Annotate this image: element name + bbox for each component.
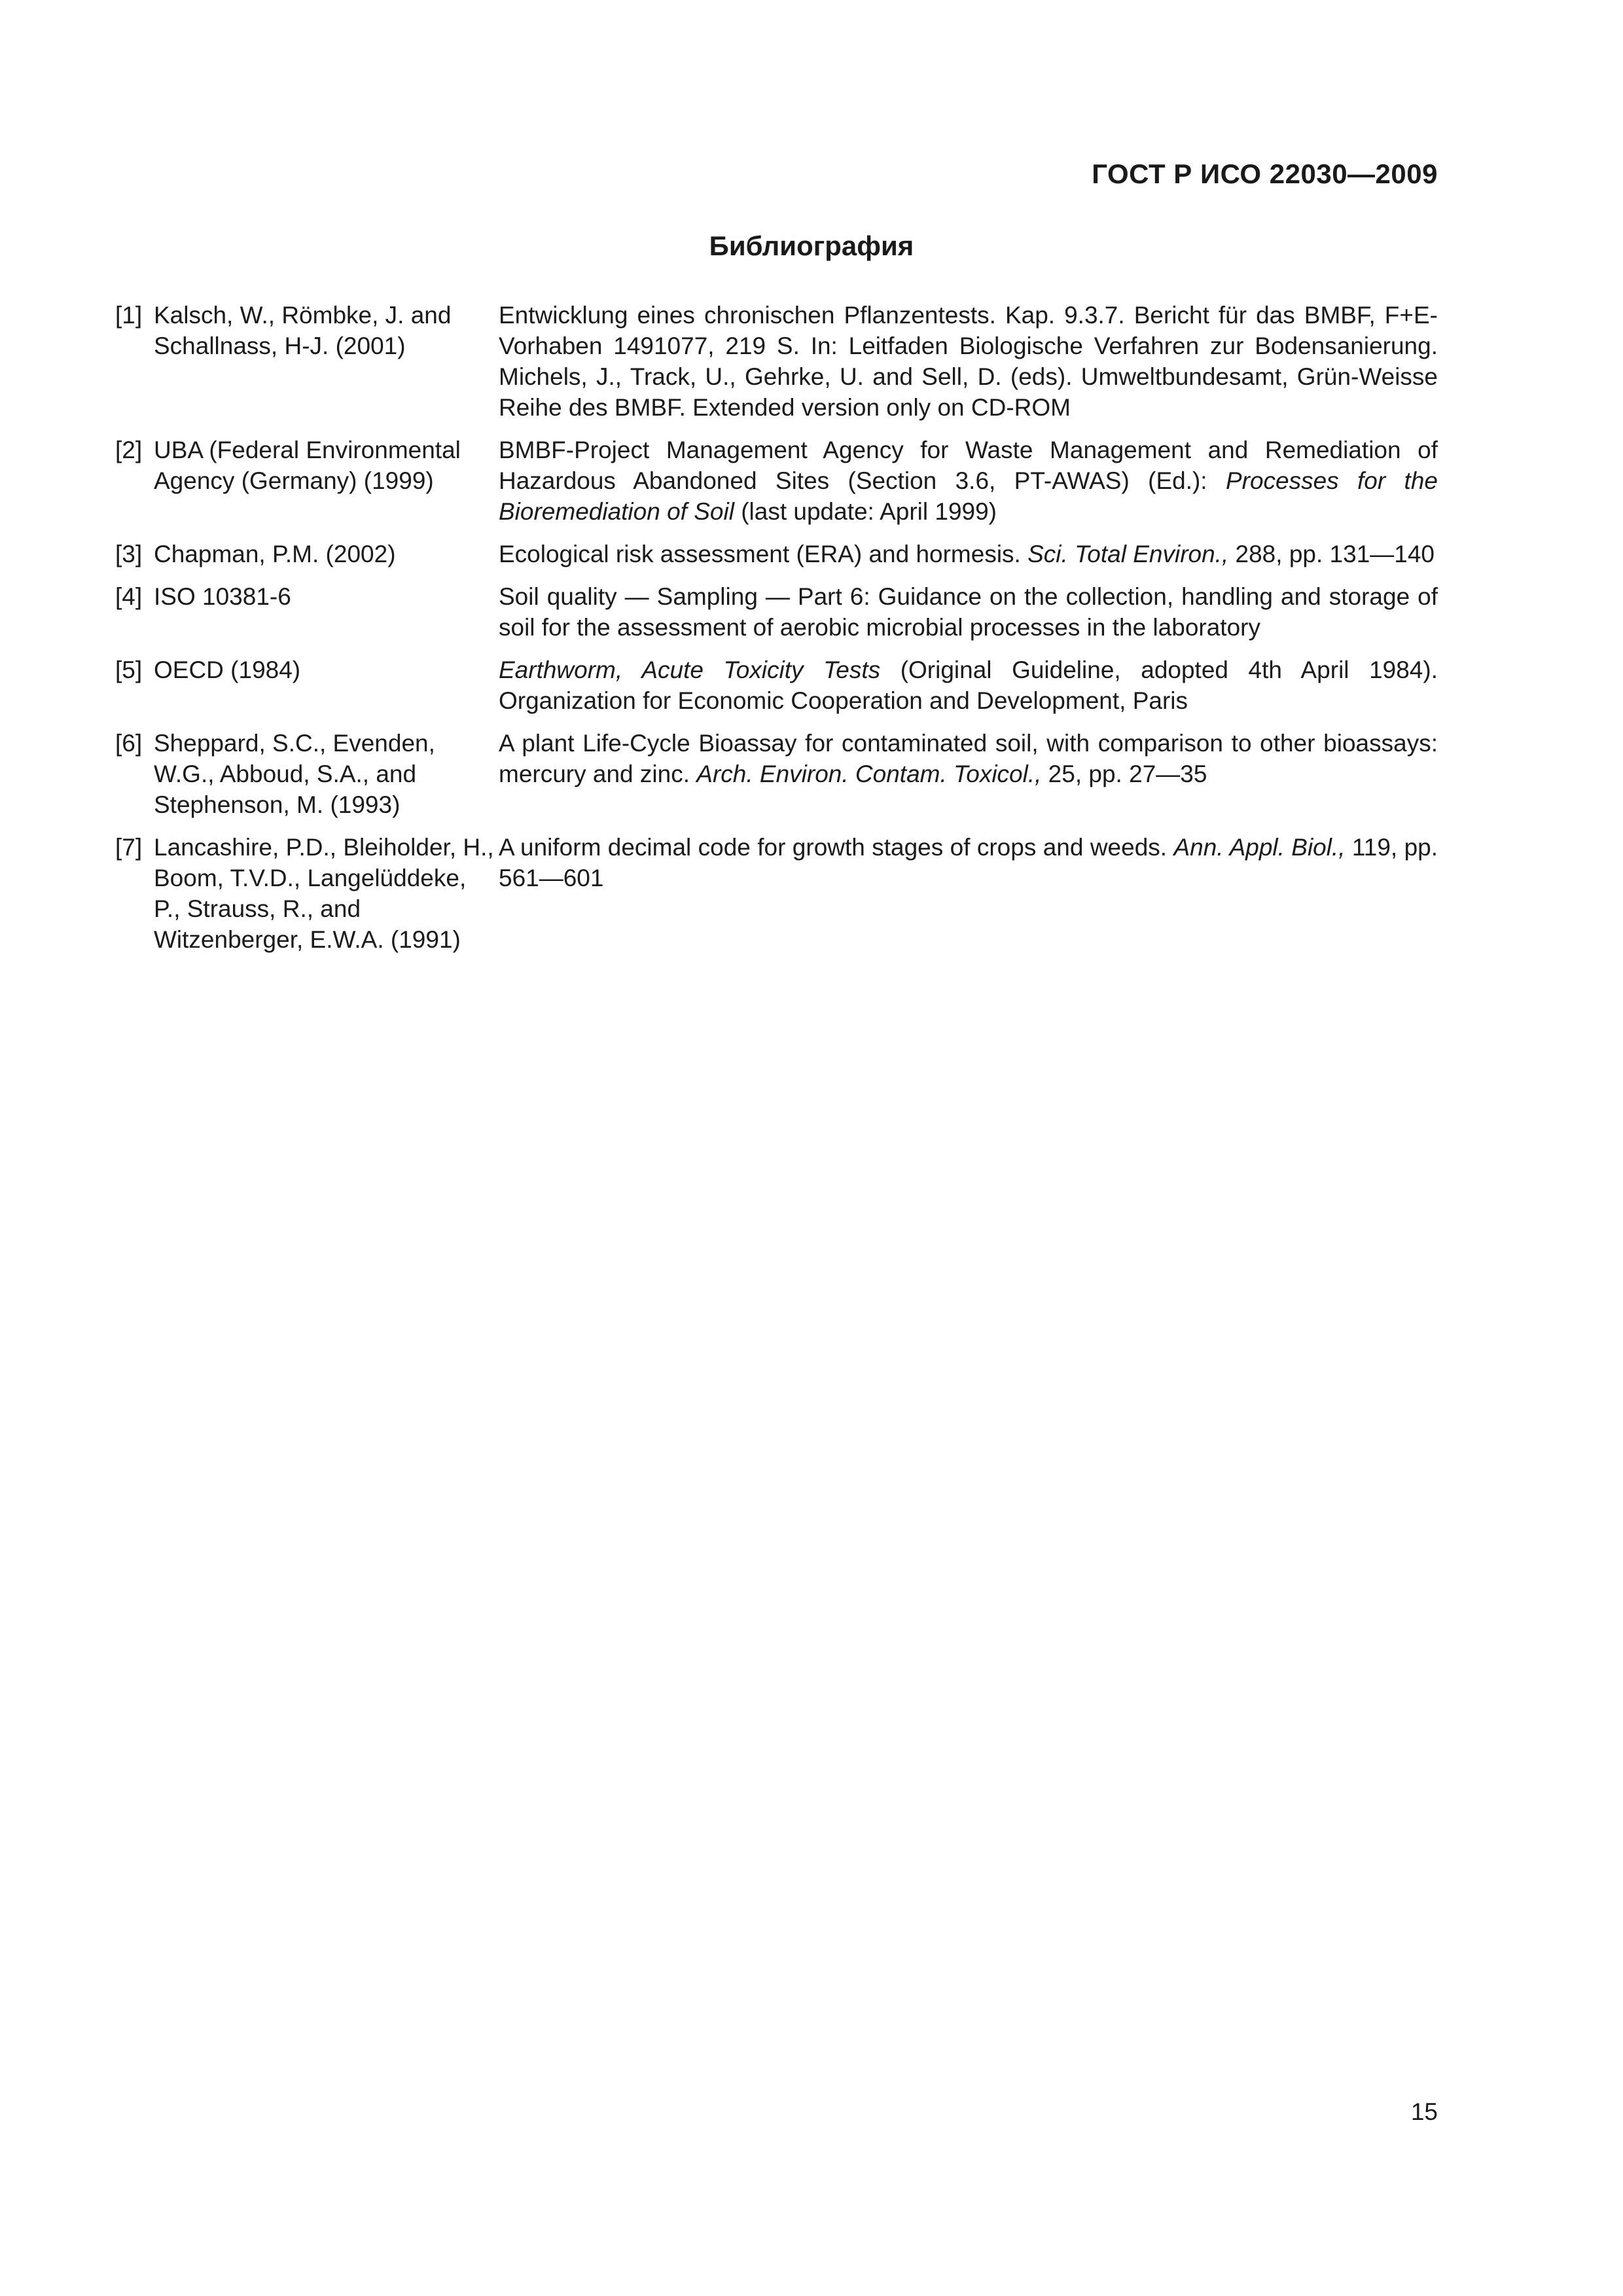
reference-number: [7]	[115, 834, 143, 861]
reference-author	[115, 539, 499, 569]
reference-italic-text: Processes for the Bioremediation of Soil	[499, 467, 1438, 525]
reference-author-text: OECD (1984)	[154, 656, 301, 683]
reference-author-text: Sheppard, S.C., Evenden, W.G., Abboud, S.A., and Stephenson, M. (1993)	[154, 730, 435, 818]
reference-description	[499, 539, 1438, 569]
reference-item	[115, 300, 1438, 423]
reference-text: A uniform decimal code for growth stages of crops and weeds.	[499, 834, 1174, 861]
reference-text: A plant Life-Cycle Bioassay for contaminated soil, with comparison to other bioassays: mercury and zinc.	[499, 730, 1438, 787]
reference-item	[115, 539, 1438, 569]
reference-text: 288, pp. 131—140	[1228, 541, 1435, 567]
reference-description	[499, 655, 1438, 716]
reference-italic-text: Ann. Appl. Biol.,	[1173, 834, 1346, 861]
reference-number: [5]	[115, 656, 143, 683]
reference-author	[115, 581, 499, 612]
reference-italic-text: Earthworm, Acute Toxicity Tests	[499, 656, 881, 683]
reference-number: [4]	[115, 583, 143, 610]
reference-author	[115, 435, 499, 496]
reference-item	[115, 728, 1438, 820]
reference-text: Entwicklung eines chronischen Pflanzentests. Kap. 9.3.7. Bericht für das BMBF, F+E-Vorhaben 1491077, 219 S. In: Leitfaden Biologische Verfahren zur Bodensanierung. Michels, J., Track, U., Gehrke, U. and Sell, D. (eds). Umweltbundesamt, Grün-Weisse Reihe des BMBF. Extended version only on CD-ROM	[499, 302, 1438, 421]
reference-description	[499, 728, 1438, 789]
reference-italic-text: Sci. Total Environ.,	[1027, 541, 1229, 567]
reference-author	[115, 655, 499, 685]
reference-author	[115, 728, 499, 820]
reference-item	[115, 832, 1438, 955]
reference-description	[499, 832, 1438, 893]
reference-description	[499, 435, 1438, 527]
reference-description	[499, 581, 1438, 643]
standard-header: ГОСТ Р ИСО 22030—2009	[1092, 158, 1438, 189]
reference-text: 119, pp. 561—601	[499, 834, 1438, 891]
reference-italic-text: Arch. Environ. Contam. Toxicol.,	[696, 761, 1042, 787]
reference-author	[115, 300, 499, 361]
reference-item	[115, 435, 1438, 527]
reference-text: BMBF-Project Management Agency for Waste Management and Remediation of Hazardous Abandoned Sites (Section 3.6, PT-AWAS) (Ed.):	[499, 437, 1438, 494]
reference-number: [6]	[115, 730, 143, 757]
reference-author-text: Chapman, P.M. (2002)	[154, 541, 396, 567]
reference-text: (last update: April 1999)	[734, 498, 997, 525]
page-number: 15	[1410, 2098, 1438, 2125]
reference-text: Ecological risk assessment (ERA) and hormesis.	[499, 541, 1028, 567]
reference-author-text: UBA (Federal Environmental Agency (Germany) (1999)	[154, 437, 461, 494]
reference-author-text: Lancashire, P.D., Bleiholder, H., Boom, T.V.D., Langelüddeke, P., Strauss, R., and Witzenberger, E.W.A. (1991)	[154, 834, 494, 953]
reference-list	[115, 300, 1438, 967]
reference-text: (Original Guideline, adopted 4th April 1984). Organization for Economic Cooperation and Development, Paris	[499, 656, 1438, 714]
reference-description	[499, 300, 1438, 423]
bibliography-title: Библиография	[709, 230, 914, 261]
reference-text: 25, pp. 27—35	[1041, 761, 1207, 787]
reference-number: [3]	[115, 541, 143, 567]
reference-item	[115, 655, 1438, 716]
reference-author-text: Kalsch, W., Römbke, J. and Schallnass, H-J. (2001)	[154, 302, 452, 359]
reference-author-text: ISO 10381-6	[154, 583, 291, 610]
reference-text: Soil quality — Sampling — Part 6: Guidance on the collection, handling and storage of soil for the assessment of aerobic microbial processes in the laboratory	[499, 583, 1438, 641]
reference-item	[115, 581, 1438, 643]
reference-number: [1]	[115, 302, 143, 329]
reference-author	[115, 832, 499, 955]
reference-number: [2]	[115, 437, 143, 463]
